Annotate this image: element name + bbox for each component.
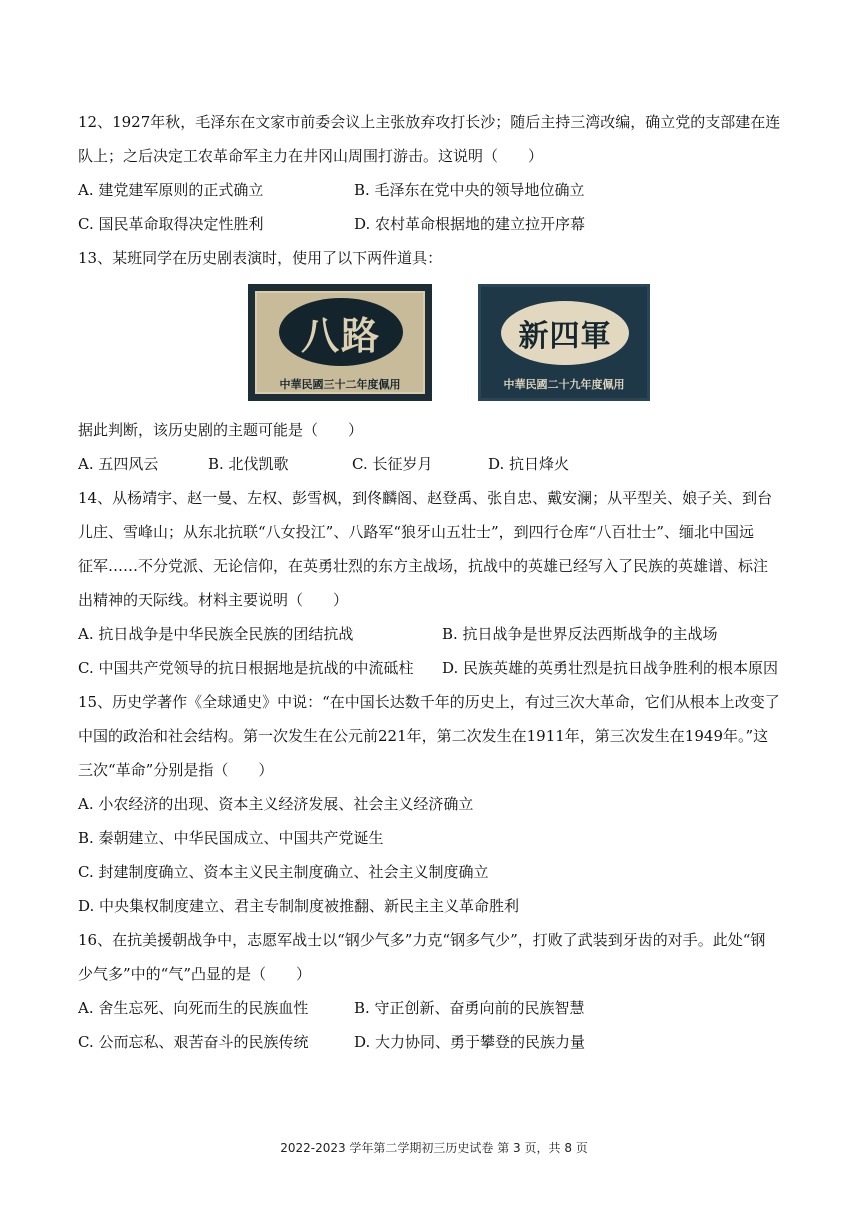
q13-option-a: A. 五四风云 (78, 455, 159, 473)
q15-option-c: C. 封建制度确立、资本主义民主制度确立、社会主义制度确立 (78, 863, 489, 881)
armband-balu-caption: 中華民國三十二年度佩用 (279, 378, 401, 391)
q15-option-a: A. 小农经济的出现、资本主义经济发展、社会主义经济确立 (78, 795, 474, 813)
q12-option-d: D. 农村革命根据地的建立拉开序幕 (354, 215, 586, 233)
q12-stem-line-2: 队上；之后决定工农革命军主力在井冈山周围打游击。这说明（ ） (78, 147, 544, 165)
q16-stem-line-2: 少气多”中的“气”凸显的是（ ） (78, 965, 312, 983)
q14-option-b: B. 抗日战争是世界反法西斯战争的主战场 (442, 625, 718, 643)
q12-option-c: C. 国民革命取得决定性胜利 (78, 215, 264, 233)
armband-xinsijun-image (478, 284, 650, 401)
q15-stem-line-1: 15、历史学著作《全球通史》中说：“在中国长达数千年的历史上，有过三次大革命，它们从根本上改变了 (78, 693, 780, 711)
q12-option-a: A. 建党建军原则的正式确立 (78, 181, 264, 199)
q14-option-c: C. 中国共产党领导的抗日根据地是抗战的中流砥柱 (78, 659, 414, 677)
armband-xinsijun-caption: 中華民國二十九年度佩用 (503, 378, 625, 391)
q14-option-a: A. 抗日战争是中华民族全民族的团结抗战 (78, 625, 354, 643)
page-footer: 2022-2023 学年第二学期初三历史试卷 第 3 页，共 8 页 (280, 1141, 588, 1155)
q13-option-b: B. 北伐凯歌 (208, 455, 289, 473)
q14-option-d: D. 民族英雄的英勇壮烈是抗日战争胜利的根本原因 (442, 659, 779, 677)
q13-stem-line-2: 据此判断，该历史剧的主题可能是（ ） (78, 421, 364, 439)
q16-option-c: C. 公而忘私、艰苦奋斗的民族传统 (78, 1033, 309, 1051)
armband-balu-text: 八路 (300, 313, 381, 358)
q15-stem-line-3: 三次“革命”分别是指（ ） (78, 761, 274, 779)
q12-stem-line-1: 12、1927年秋，毛泽东在文家市前委会议上主张放弃攻打长沙；随后主持三湾改编，确立党的支部建在连 (78, 113, 781, 131)
q13-stem-line-1: 13、某班同学在历史剧表演时，使用了以下两件道具： (78, 249, 443, 267)
armband-xinsijun-text: 新四軍 (518, 319, 612, 354)
q15-stem-line-2: 中国的政治和社会结构。第一次发生在公元前221年，第二次发生在1911年，第三次发生在1949年。”这 (78, 727, 769, 745)
armband-xinsijun-oval (501, 301, 629, 365)
q14-stem-line-2: 儿庄、雪峰山；从东北抗联“八女投江”、八路军“狼牙山五壮士”，到四行仓库“八百壮士”、缅北中国远 (78, 523, 755, 541)
q13-option-d: D. 抗日烽火 (488, 455, 570, 473)
q16-option-a: A. 舍生忘死、向死而生的民族血性 (78, 999, 309, 1017)
q12-option-b: B. 毛泽东在党中央的领导地位确立 (354, 181, 585, 199)
q16-option-b: B. 守正创新、奋勇向前的民族智慧 (354, 999, 585, 1017)
q14-stem-line-4: 出精神的天际线。材料主要说明（ ） (78, 591, 349, 609)
q14-stem-line-3: 征军……不分党派、无论信仰，在英勇壮烈的东方主战场，抗战中的英雄已经写入了民族的英雄谱、标注 (78, 557, 769, 575)
q16-option-d: D. 大力协同、勇于攀登的民族力量 (354, 1033, 586, 1051)
q15-option-d: D. 中央集权制度建立、君主专制制度被推翻、新民主主义革命胜利 (78, 897, 520, 915)
q13-option-c: C. 长征岁月 (352, 455, 433, 473)
q16-stem-line-1: 16、在抗美援朝战争中，志愿军战士以“钢少气多”力克“钢多气少”，打败了武装到牙齿的对手。此处“钢 (78, 931, 766, 949)
armband-balu-image (248, 284, 432, 401)
q14-stem-line-1: 14、从杨靖宇、赵一曼、左权、彭雪枫，到佟麟阁、赵登禹、张自忠、戴安澜；从平型关、娘子关、到台 (78, 489, 773, 507)
q15-option-b: B. 秦朝建立、中华民国成立、中国共产党诞生 (78, 829, 384, 847)
armband-balu-oval (279, 298, 403, 366)
